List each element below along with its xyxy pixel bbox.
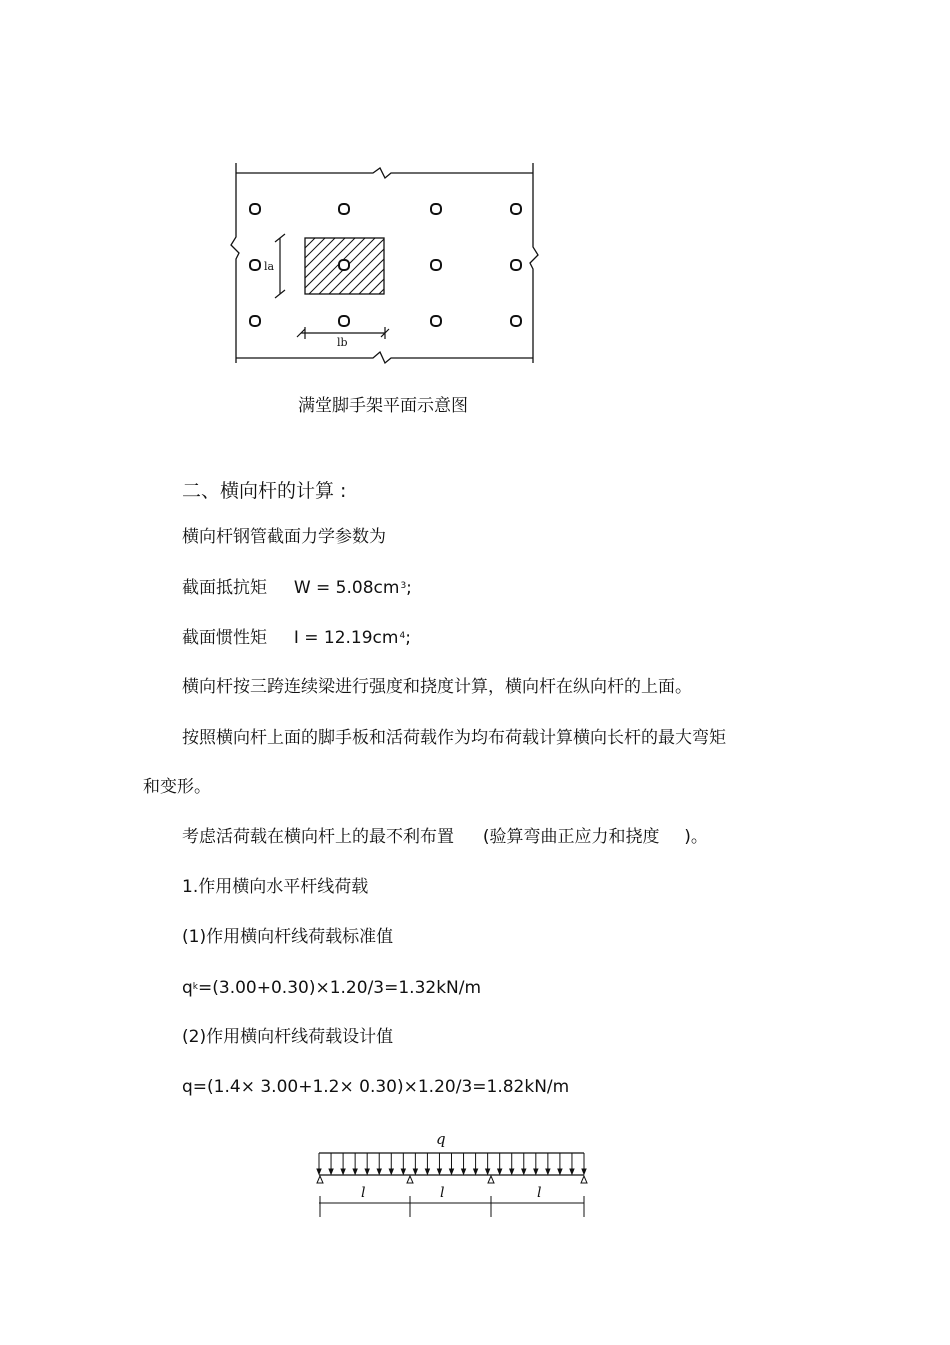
pole-marker — [431, 204, 441, 214]
support-3 — [488, 1176, 494, 1183]
section-modulus-line — [182, 578, 412, 598]
paragraph-3-c: )。 — [684, 827, 708, 847]
section-modulus-label: 截面抵抗矩 — [182, 578, 267, 598]
load-arrow-head — [462, 1169, 466, 1174]
moment-of-inertia-label: 截面惯性矩 — [182, 628, 267, 648]
lb-label: lb — [337, 336, 348, 349]
span-label-3: l — [537, 1185, 542, 1201]
q-design-formula: q=(1.4× 3.00+1.2× 0.30)×1.20/3=1.82kN/m — [182, 1077, 570, 1097]
load-arrow-head — [329, 1169, 333, 1174]
la-label: la — [264, 260, 275, 273]
qk-symbol: q — [182, 978, 193, 998]
item-1-2: (2)作用横向杆线荷载设计值 — [182, 1027, 394, 1047]
pole-marker — [339, 316, 349, 326]
paragraph-1: 横向杆按三跨连续梁进行强度和挠度计算，横向杆在纵向杆的上面。 — [182, 677, 692, 697]
load-arrow-head — [425, 1169, 429, 1174]
pole-marker — [339, 260, 349, 270]
paragraph-3-a: 考虑活荷载在横向杆上的最不利布置 — [182, 827, 454, 847]
moment-of-inertia-formula: I = 12.19cm — [293, 628, 399, 648]
moment-of-inertia-end: ; — [405, 628, 411, 648]
load-label: q — [436, 1130, 446, 1148]
span-label-1: l — [361, 1185, 366, 1201]
load-arrow-head — [498, 1169, 502, 1174]
paragraph-3-b: (验算弯曲正应力和挠度 — [482, 827, 660, 847]
load-arrow-head — [558, 1169, 562, 1174]
load-arrow-head — [450, 1169, 454, 1174]
load-arrow-head — [401, 1169, 405, 1174]
pole-marker — [511, 260, 521, 270]
paragraph-3 — [182, 827, 708, 847]
pole-marker — [250, 260, 260, 270]
load-arrow-head — [437, 1169, 441, 1174]
item-1: 1.作用横向水平杆线荷载 — [182, 877, 369, 897]
load-arrow-head — [341, 1169, 345, 1174]
paragraph-2-line-2: 和变形。 — [143, 777, 211, 797]
support-1 — [317, 1176, 323, 1183]
scaffold-plan-diagram — [225, 155, 545, 370]
qk-subscript: k — [192, 982, 199, 992]
load-arrow-head — [486, 1169, 490, 1174]
pole-marker — [431, 260, 441, 270]
plan-figure-caption: 满堂脚手架平面示意图 — [298, 396, 468, 416]
support-4 — [581, 1176, 587, 1183]
load-arrow-head — [582, 1169, 586, 1174]
load-arrow-head — [546, 1169, 550, 1174]
pole-marker — [431, 316, 441, 326]
moment-of-inertia-line — [182, 628, 411, 648]
load-arrow-head — [365, 1169, 369, 1174]
section-heading: 二、横向杆的计算 : — [182, 480, 347, 502]
pole-marker — [511, 316, 521, 326]
paragraph-2-line-1: 按照横向杆上面的脚手板和活荷载作为均布荷载计算横向长杆的最大弯矩 — [182, 728, 726, 748]
load-arrow-head — [389, 1169, 393, 1174]
load-arrow-head — [534, 1169, 538, 1174]
load-arrow-head — [570, 1169, 574, 1174]
moment-of-inertia-exponent: 4 — [399, 631, 406, 641]
span-label-2: l — [440, 1185, 445, 1201]
load-arrow-head — [353, 1169, 357, 1174]
pole-marker — [511, 204, 521, 214]
section-modulus-exponent: 3 — [400, 581, 407, 591]
section-intro: 横向杆钢管截面力学参数为 — [182, 527, 386, 547]
support-2 — [407, 1176, 413, 1183]
pole-marker — [339, 204, 349, 214]
pole-marker — [250, 316, 260, 326]
item-1-1: (1)作用横向杆线荷载标准值 — [182, 927, 394, 947]
three-span-beam-diagram — [305, 1125, 600, 1225]
load-arrow-head — [510, 1169, 514, 1174]
section-modulus-end: ; — [406, 578, 412, 598]
load-arrow-head — [377, 1169, 381, 1174]
pole-marker — [250, 204, 260, 214]
section-modulus-formula: W = 5.08cm — [293, 578, 400, 598]
load-arrow-head — [522, 1169, 526, 1174]
load-arrow-head — [413, 1169, 417, 1174]
qk-formula — [182, 978, 481, 998]
qk-expression: =(3.00+0.30)×1.20/3=1.32kN/m — [198, 978, 482, 998]
load-arrow-head — [317, 1169, 321, 1174]
load-arrow-head — [474, 1169, 478, 1174]
